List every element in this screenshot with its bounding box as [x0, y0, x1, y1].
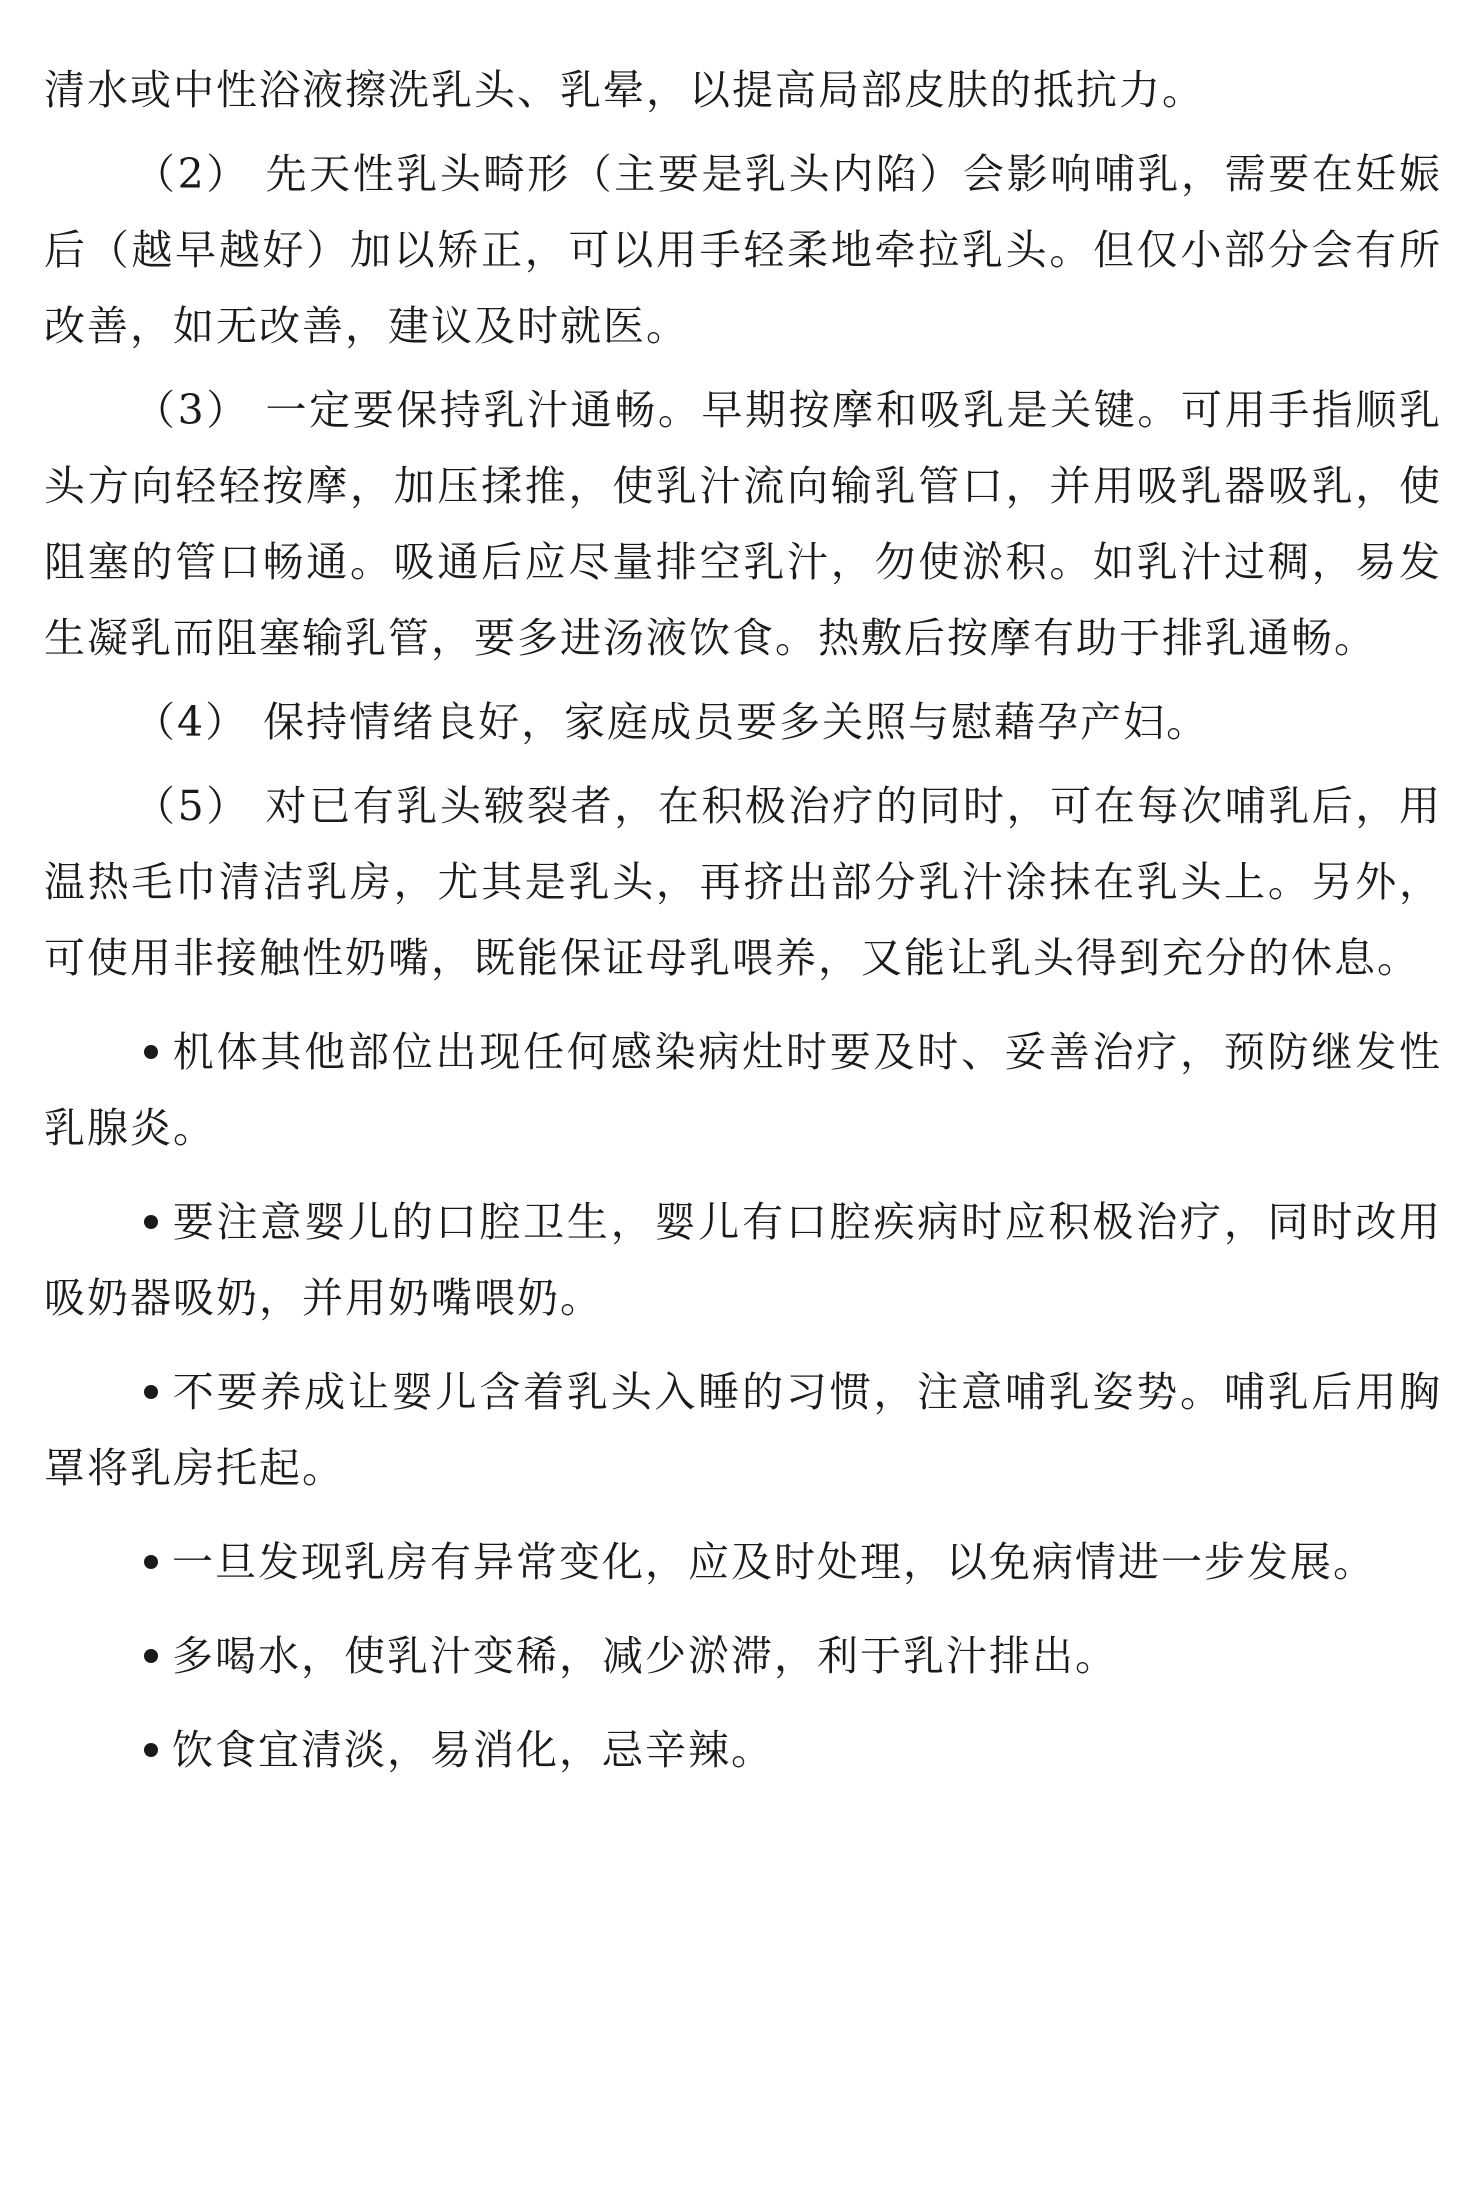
bullet-text: 要注意婴儿的口腔卫生，婴儿有口腔疾病时应积极治疗，同时改用吸奶器吸奶，并用奶嘴喂奶。: [44, 1198, 1442, 1322]
bullet-text: 不要养成让婴儿含着乳头入睡的习惯，注意哺乳姿势。哺乳后用胸罩将乳房托起。: [44, 1368, 1442, 1492]
bullet-item: [44, 1712, 1442, 1788]
bullet-text: 一旦发现乳房有异常变化，应及时处理，以免病情进一步发展。: [172, 1538, 1376, 1586]
bullet-dot-icon: [144, 1555, 158, 1569]
bullet-item: [44, 1618, 1442, 1694]
numbered-item-3: （3） 一定要保持乳汁通畅。早期按摩和吸乳是关键。可用手指顺乳头方向轻轻按摩，加压揉推，使乳汁流向输乳管口，并用吸乳器吸乳，使阻塞的管口畅通。吸通后应尽量排空乳汁，勿使淤积。如乳汁过稠，易发生凝乳而阻塞输乳管，要多进汤液饮食。热敷后按摩有助于排乳通畅。: [44, 386, 1442, 662]
bullet-item: [44, 1014, 1442, 1166]
numbered-item-5: （5） 对已有乳头皲裂者，在积极治疗的同时，可在每次哺乳后，用温热毛巾清洁乳房，尤其是乳头，再挤出部分乳汁涂抹在乳头上。另外，可使用非接触性奶嘴，既能保证母乳喂养，又能让乳头得到充分的休息。: [44, 782, 1442, 982]
bullet-item: [44, 1354, 1442, 1506]
bullet-dot-icon: [144, 1045, 158, 1059]
bullet-dot-icon: [144, 1215, 158, 1229]
document-page: [44, 52, 1442, 1788]
bullet-dot-icon: [144, 1649, 158, 1663]
bullet-text: 机体其他部位出现任何感染病灶时要及时、妥善治疗，预防继发性乳腺炎。: [44, 1028, 1442, 1152]
numbered-item-4: （4） 保持情绪良好，家庭成员要多关照与慰藉孕产妇。: [134, 698, 1210, 746]
bullet-item: [44, 1524, 1442, 1600]
numbered-item-2: （2） 先天性乳头畸形（主要是乳头内陷）会影响哺乳，需要在妊娠后（越早越好）加以矫正，可以用手轻柔地牵拉乳头。但仅小部分会有所改善，如无改善，建议及时就医。: [44, 150, 1442, 350]
paragraph-continuation: 清水或中性浴液擦洗乳头、乳晕，以提高局部皮肤的抵抗力。: [44, 66, 1205, 114]
bullet-text: 多喝水，使乳汁变稀，减少淤滞，利于乳汁排出。: [172, 1632, 1118, 1680]
bullet-item: [44, 1184, 1442, 1336]
bullet-text: 饮食宜清淡，易消化，忌辛辣。: [172, 1726, 774, 1774]
bullet-dot-icon: [144, 1385, 158, 1399]
bullet-dot-icon: [144, 1743, 158, 1757]
